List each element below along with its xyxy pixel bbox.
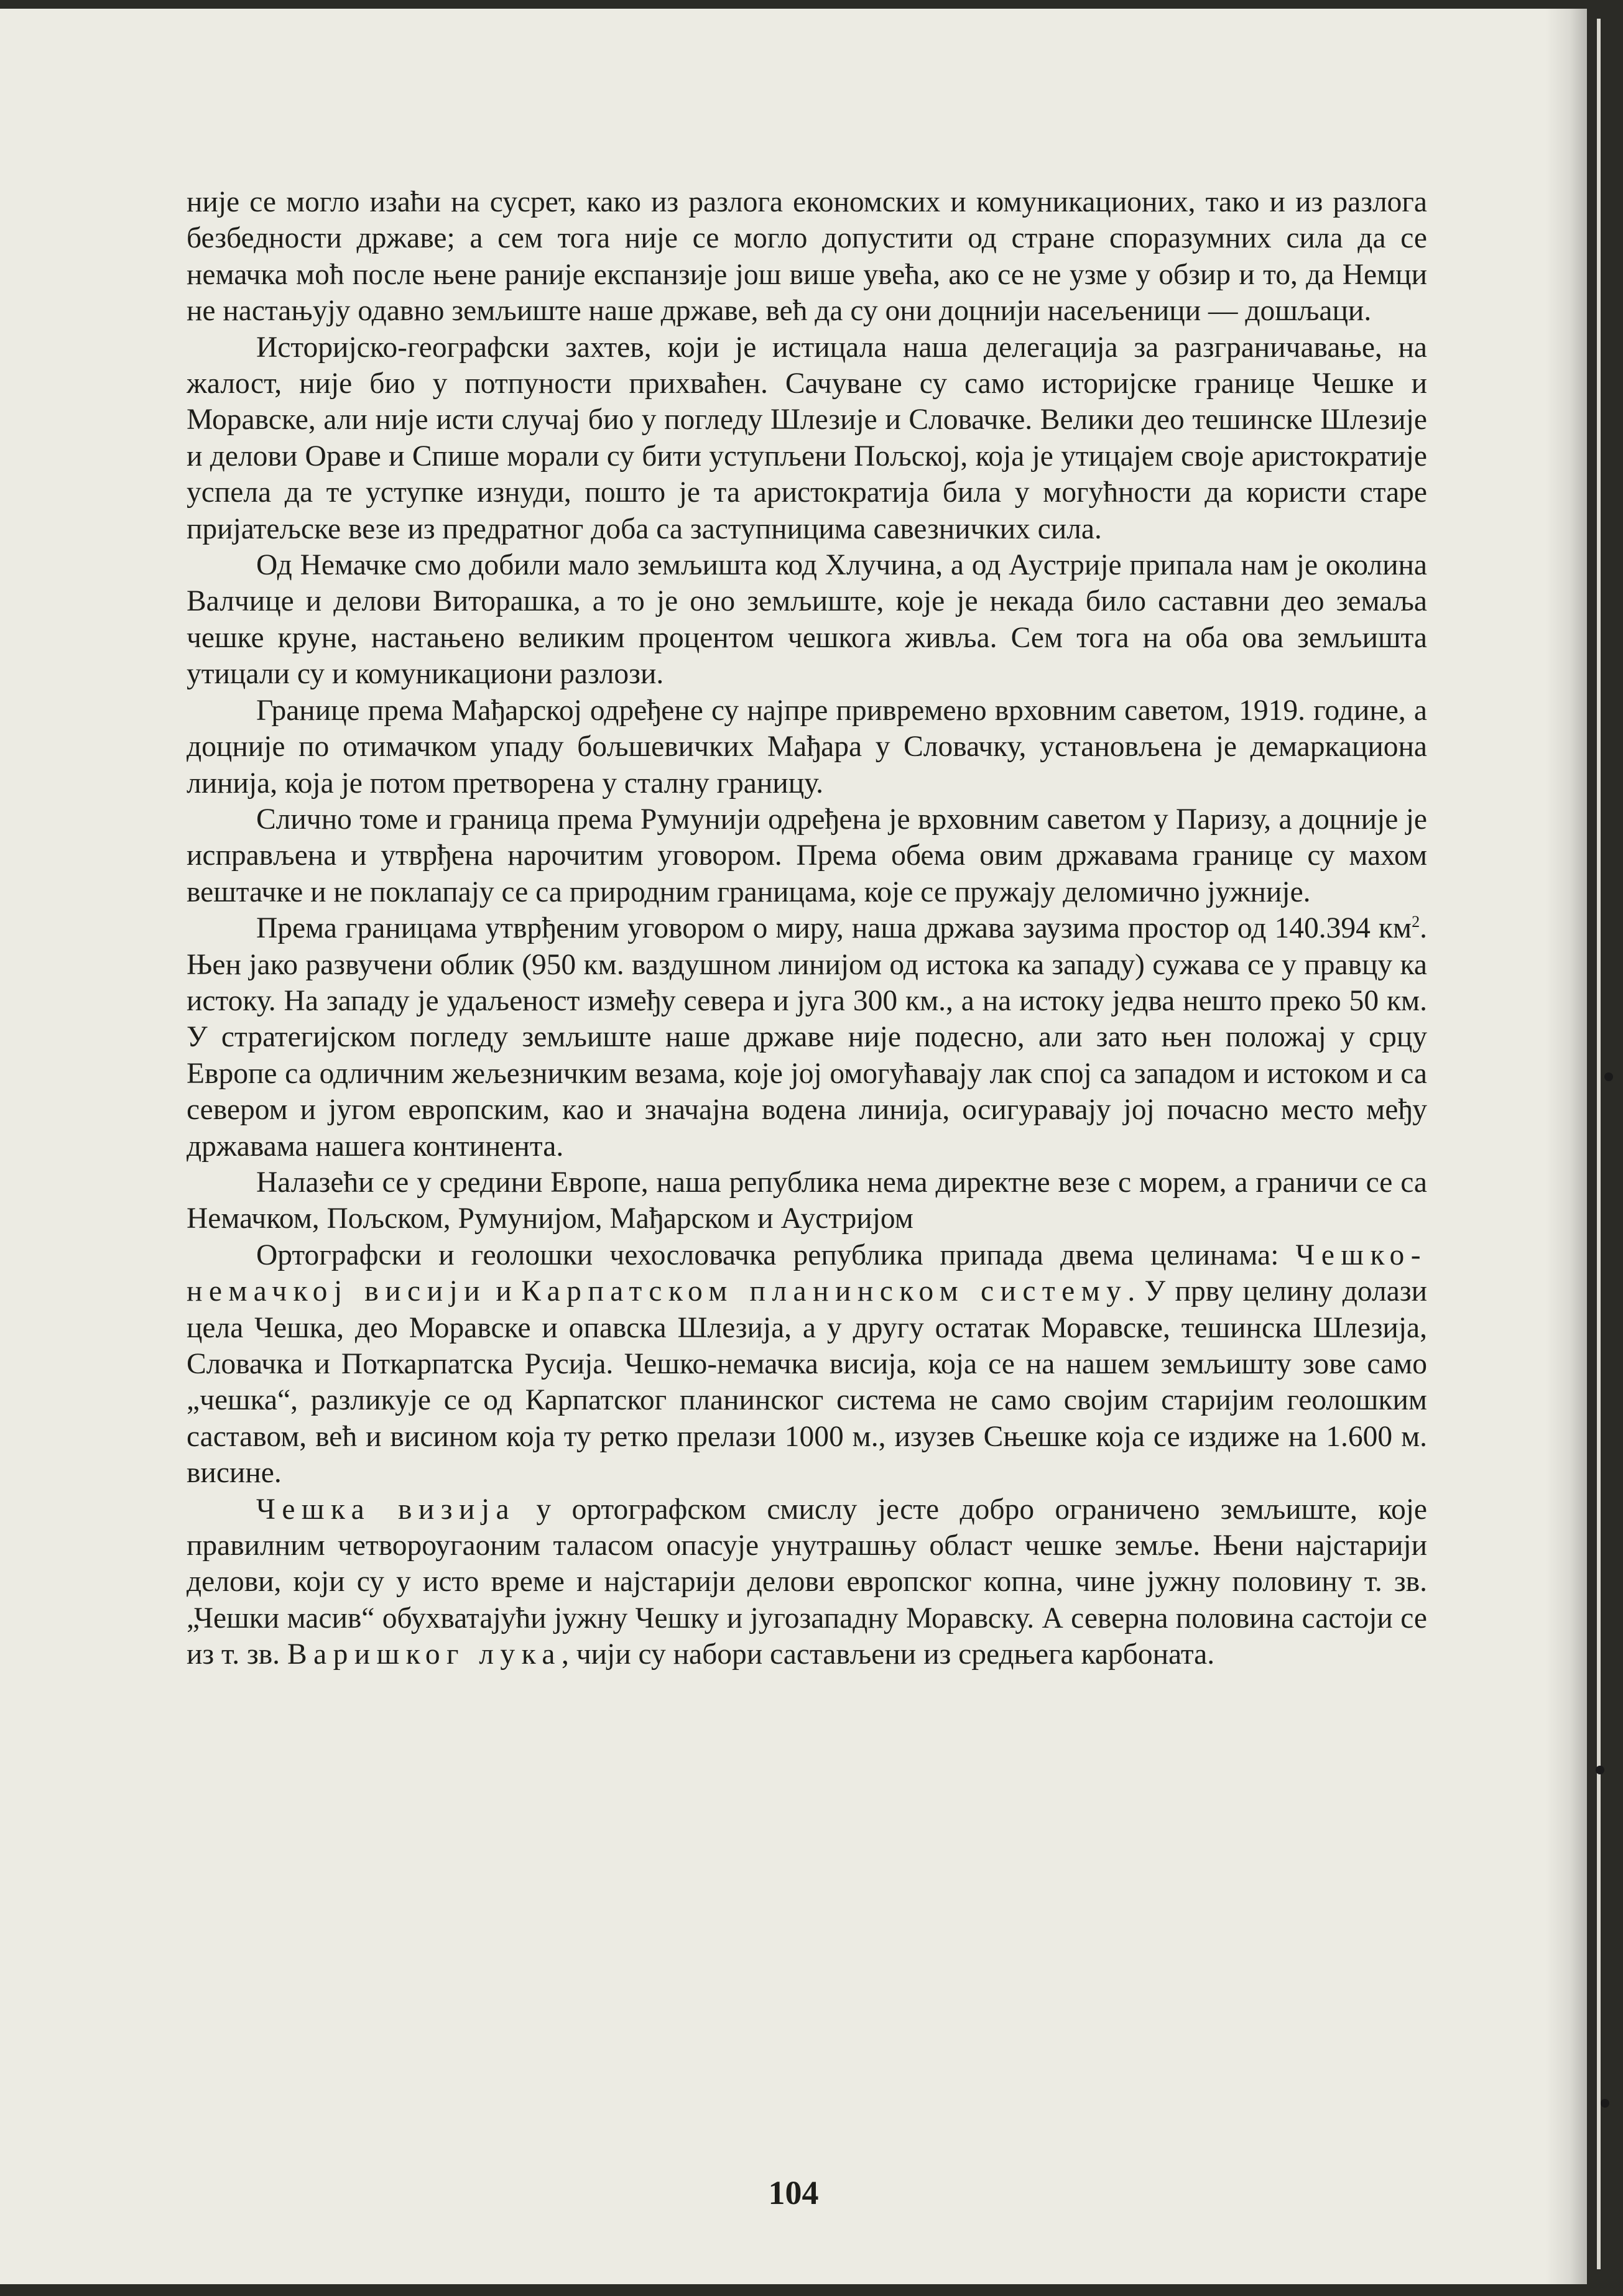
emphasized-term: Карпатском планинском систему (521, 1275, 1128, 1308)
paragraph-text: Од Немачке смо добили мало земљишта код Хлучина, а од Аустрије припала нам је околина Валчице и делови Виторашка, а то је оно земљиште, које је некада било саставни део земаља чешке круне, настањено великим процентом чешкога живља. Сем тога на оба ова земљишта утицали су и комуникациони разлози. (187, 549, 1427, 691)
emphasized-term: Чешка визија (256, 1493, 516, 1526)
paragraph-text: и (486, 1275, 522, 1308)
paragraph (187, 910, 1427, 1164)
emphasized-term: Чешко-немачкој висији (187, 1238, 1427, 1308)
superscript: 2 (1412, 913, 1420, 931)
paragraph (187, 693, 1427, 801)
paragraph-text: у ортографском смислу јесте добро ограничено земљиште, које правилним четвороугаоним таласом опасује унутрашњу област чешке земље. Њени најстарији делови, који су у исто време и најстарији делови европског копна, чине јужну половину т. зв. „Чешки масив“ обухватајући јужну Чешку и југозападну Моравску. А северна половина састоји се из т. зв. (187, 1493, 1427, 1671)
paragraph-text: . Њен јако развучени облик (950 км. ваздушном линијом од истока ка западу) сужава се у правцу ка истоку. На западу је удаљеност између севера и југа 300 км., а на истоку једва нешто преко 50 км. У стратегијском погледу земљиште наше државе није подесно, али зато њен положај у срцу Европе са одличним жељезничким везама, које јој омогућавају лак спој са западом и истоком и са севером и југом европским, као и значајна водена линија, осигуравају јој почасно место међу државама нашега континента. (187, 912, 1427, 1163)
paragraph-text: Ортографски и геолошки чехословачка република припада двема целинама: (256, 1238, 1296, 1271)
paragraph (187, 184, 1427, 330)
paragraph-text: Границе према Мађарској одређене су најпре привремено врховним саветом, 1919. године, а доцније по отимачком упаду бољшевичких Мађара у Словачку, установљена је демаркациона линија, која је потом претворена у сталну границу. (187, 694, 1427, 800)
paragraph-text: Слично томе и граница према Румунији одређена је врховним саветом у Паризу, а доцније је исправљена и утврђена нарочитим уговором. Према обема овим државама границе су махом вештачке и не поклапају се са природним границама, које се пружају деломично јужније. (187, 803, 1427, 908)
paragraph (187, 330, 1427, 547)
paragraph (187, 1491, 1427, 1673)
paragraph (187, 547, 1427, 693)
paragraph-text: Налазећи се у средини Европе, наша република нема директне везе с морем, а граничи се са Немачком, Пољском, Румунијом, Мађарском и Аустријом (187, 1166, 1427, 1235)
edge-mark-dot (1596, 1766, 1604, 1774)
paragraph-text: , чији су набори састављени из средњега карбоната. (561, 1638, 1215, 1671)
page-number: 104 (768, 2174, 819, 2211)
edge-mark-dot (1604, 1072, 1613, 1081)
book-page (0, 9, 1587, 2284)
paragraph (187, 801, 1427, 910)
body-text (187, 184, 1427, 1673)
paragraph-text: Према границама утврђеним уговором о миру, наша држава заузима простор од 140.394 км (256, 912, 1412, 945)
scan-edge-line (1597, 19, 1601, 2269)
paragraph (187, 1237, 1427, 1491)
emphasized-term: Варишког лука (287, 1638, 562, 1671)
edge-mark-dot (1601, 2099, 1609, 2108)
paragraph-text: није се могло изаћи на сусрет, како из разлога економских и комуникационих, тако и из разлога безбедности државе; а сем тога није се могло допустити од стране споразумних сила да се немачка моћ после њене раније експанзије још више увећа, ако се не узме у обзир и то, да Немци не настањују одавно земљиште наше државе, већ да су они доцнији насељеници — дошљаци. (187, 186, 1427, 328)
paragraph-text: Историјско-географски захтев, који је истицала наша делегација за разграничавање, на жалост, није био у потпуности прихваћен. Сачуване су само историјске границе Чешке и Моравске, али није исти случај био у погледу Шлезије и Словачке. Велики део тешинске Шлезије и делови Ораве и Спише морали су бити уступљени Пољској, која је утицајем своје аристократије успела да те уступке изнуди, пошто је та аристократија била у могућности да користи старе пријатељске везе из предратног доба са заступницима савезничких сила. (187, 331, 1427, 545)
paragraph-text: . У прву целину долази цела Чешка, део Моравске и опавска Шлезија, а у другу остатак Моравске, тешинска Шлезија, Словачка и Поткарпатска Русија. Чешко-немачка висија, која се на нашем земљишту зове само „чешка“, разликује се од Карпатског планинског система не само својим старијим геолошким саставом, већ и висином која ту ретко прелази 1000 м., изузев Сњешке која се издиже на 1.600 м. висине. (187, 1275, 1427, 1490)
page-gutter-shadow (1545, 9, 1587, 2284)
paragraph (187, 1164, 1427, 1237)
